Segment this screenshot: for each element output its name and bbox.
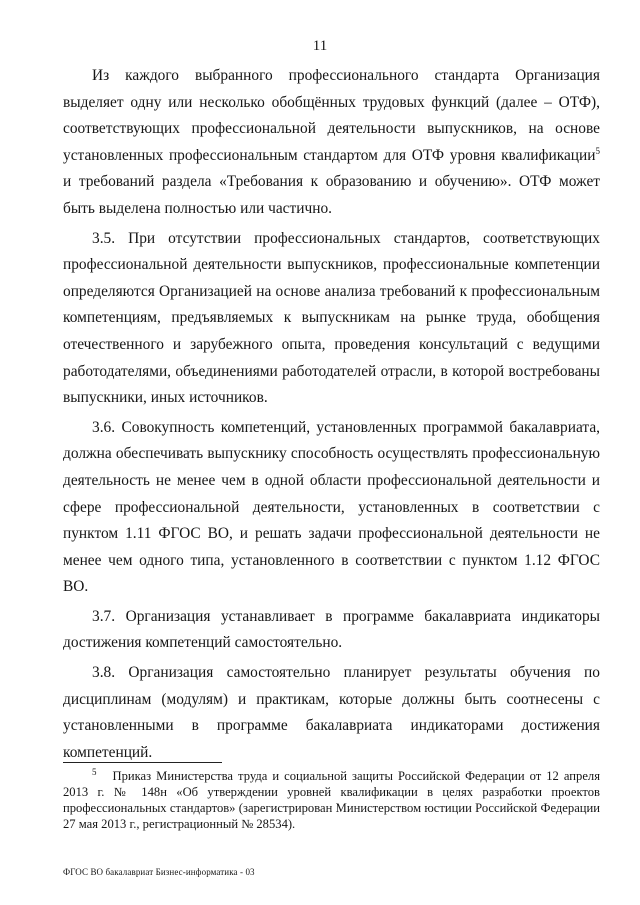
footnote-reference: 5: [595, 145, 600, 156]
footnote-marker: 5: [92, 766, 97, 777]
footnote-divider: [63, 762, 222, 763]
paragraph-3-8: 3.8. Организация самостоятельно планирует результаты обучения по дисциплинам (модулям) и практикам, которые должны быть соотнесены с установленными в программе бакалавриата индикаторами достижения компетенций.: [63, 664, 600, 761]
page-number: 11: [312, 38, 328, 54]
footnote-text: Приказ Министерства труда и социальной защиты Российской Федерации от 12 апреля 2013 г. № 148н «Об утверждении уровней квалификации в целях разработки проектов профессиональных стандартов» (зарегистрирован Министерством юстиции Российской Федерации 27 мая 2013 г., регистрационный № 28534).: [63, 769, 600, 831]
paragraph-3-5: 3.5. При отсутствии профессиональных стандартов, соответствующих профессиональной деятельности выпускников, профессиональные компетенции определяются Организацией на основе анализа требований к профессиональным компетенциям, предъявляемых к выпускникам на рынке труда, обобщения отечественного и зарубежного опыта, проведения консультаций с ведущими работодателями, объединениями работодателей отрасли, в которой востребованы выпускники, иных источников.: [63, 229, 600, 407]
paragraph-3-6: 3.6. Совокупность компетенций, установленных программой бакалавриата, должна обеспечивать выпускнику способность осуществлять профессиональную деятельность не менее чем в одной области профессиональной деятельности и сфере профессиональной деятельности, установленных в соответствии с пунктом 1.11 ФГОС ВО, и решать задачи профессиональной деятельности не менее чем одного типа, установленного в соответствии с пунктом 1.12 ФГОС ВО.: [63, 418, 600, 596]
paragraph-3-7: 3.7. Организация устанавливает в программе бакалавриата индикаторы достижения компетенций самостоятельно.: [63, 607, 600, 652]
document-footer: ФГОС ВО бакалавриат Бизнес-информатика - 03: [63, 867, 255, 877]
footnote: [63, 768, 600, 832]
body-text: [63, 63, 600, 769]
paragraph-otf-text: Из каждого выбранного профессионального стандарта Организация выделяет одну или несколько обобщённых трудовых функций (далее – ОТФ), соответствующих профессиональной деятельности выпускников, на основе установленных профессиональным стандартом для ОТФ уровня квалификации: [63, 67, 600, 164]
paragraph-otf-text-continued: и требований раздела «Требования к образованию и обучению». ОТФ может быть выделена полностью или частично.: [63, 173, 600, 217]
paragraph-otf: [63, 63, 600, 223]
